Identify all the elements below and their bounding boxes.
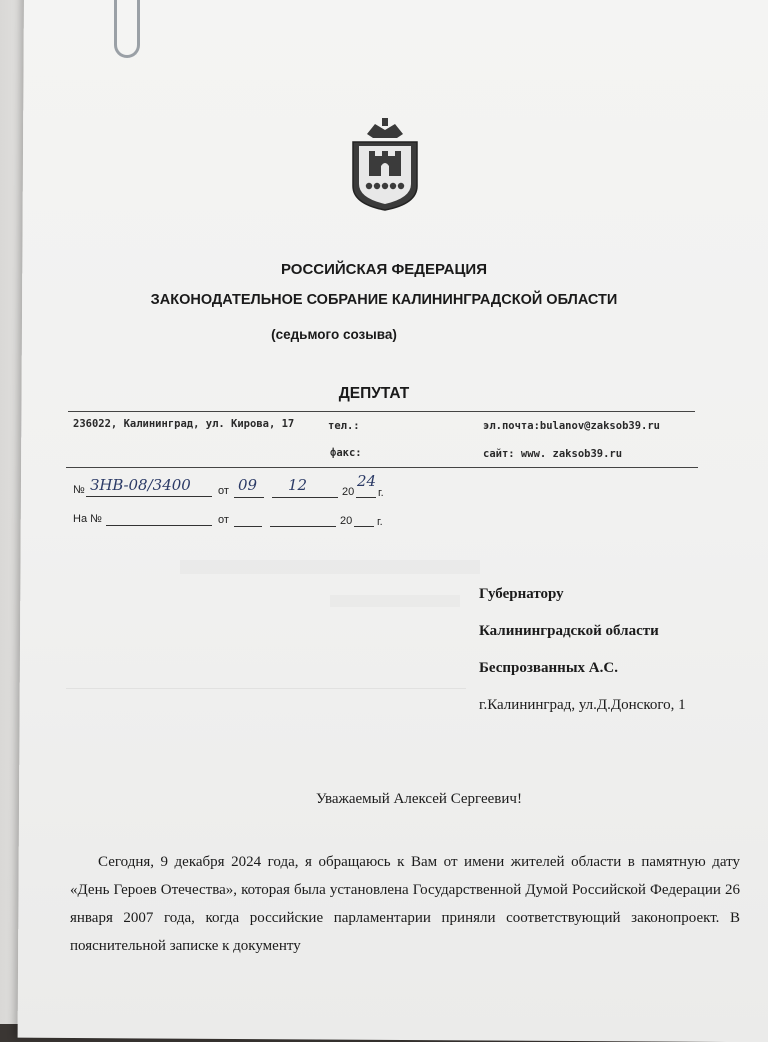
outgoing-day-line — [234, 497, 264, 498]
coat-of-arms-icon — [347, 116, 423, 212]
header-federation: РОССИЙСКАЯ ФЕДЕРАЦИЯ — [280, 261, 487, 278]
bleed-through-mark — [180, 560, 480, 574]
recipient-title: Губернатору — [479, 586, 564, 602]
outgoing-number-line — [86, 496, 212, 497]
outgoing-day-handwritten: 09 — [238, 476, 258, 494]
incoming-number-line — [106, 525, 212, 526]
recipient-region: Калининградской области — [479, 623, 659, 639]
contact-email: эл.почта:bulanov@zaksob39.ru — [483, 420, 661, 432]
outgoing-month-handwritten: 12 — [288, 476, 308, 494]
incoming-number-label: На № — [73, 513, 102, 525]
outgoing-year-line — [356, 497, 376, 498]
incoming-year-suffix: г. — [377, 516, 383, 528]
contact-bottom-rule — [66, 467, 698, 468]
bleed-through-rule — [66, 688, 466, 689]
outgoing-year-prefix: 20 — [342, 486, 355, 498]
contact-top-rule — [68, 411, 695, 412]
contact-address: 236022, Калининград, ул. Кирова, 17 — [73, 418, 295, 430]
recipient-address: г.Калининград, ул.Д.Донского, 1 — [479, 697, 686, 713]
incoming-date-label: от — [218, 514, 229, 526]
contact-fax-label: факс: — [330, 447, 362, 459]
contact-site: сайт: www. zaksob39.ru — [483, 448, 623, 460]
header-deputy: ДЕПУТАТ — [338, 385, 410, 402]
incoming-day-line — [234, 526, 262, 527]
incoming-year-line — [354, 526, 374, 527]
contact-tel-label: тел.: — [328, 420, 360, 432]
greeting: Уважаемый Алексей Сергеевич! — [316, 791, 522, 807]
bleed-through-mark — [330, 595, 460, 607]
paper-clip — [114, 0, 140, 58]
outgoing-month-line — [272, 497, 338, 498]
header-convocation: (седьмого созыва) — [271, 327, 397, 342]
outgoing-number-label: № — [73, 484, 85, 496]
recipient-name: Беспрозванных А.С. — [479, 660, 618, 676]
outgoing-number-handwritten: ЗНВ-08/3400 — [90, 476, 191, 494]
incoming-month-line — [270, 526, 336, 527]
incoming-year-prefix: 20 — [340, 515, 353, 527]
letter-body: Сегодня, 9 декабря 2024 года, я обращаюсь к Вам от имени жителей области в памятную дату «День Героев Отечества», которая была установлена Государственной Думой Российской Федерации 26 января 2007 года, когда российские парламентарии приняли соответствующий законопроект. В пояснительной записке к документу — [70, 854, 740, 954]
outgoing-year-suffix: г. — [378, 487, 384, 499]
header-assembly: ЗАКОНОДАТЕЛЬНОЕ СОБРАНИЕ КАЛИНИНГРАДСКОЙ ОБЛАСТИ — [150, 292, 618, 308]
outgoing-year-handwritten: 24 — [357, 472, 377, 490]
outgoing-date-label: от — [218, 485, 229, 497]
